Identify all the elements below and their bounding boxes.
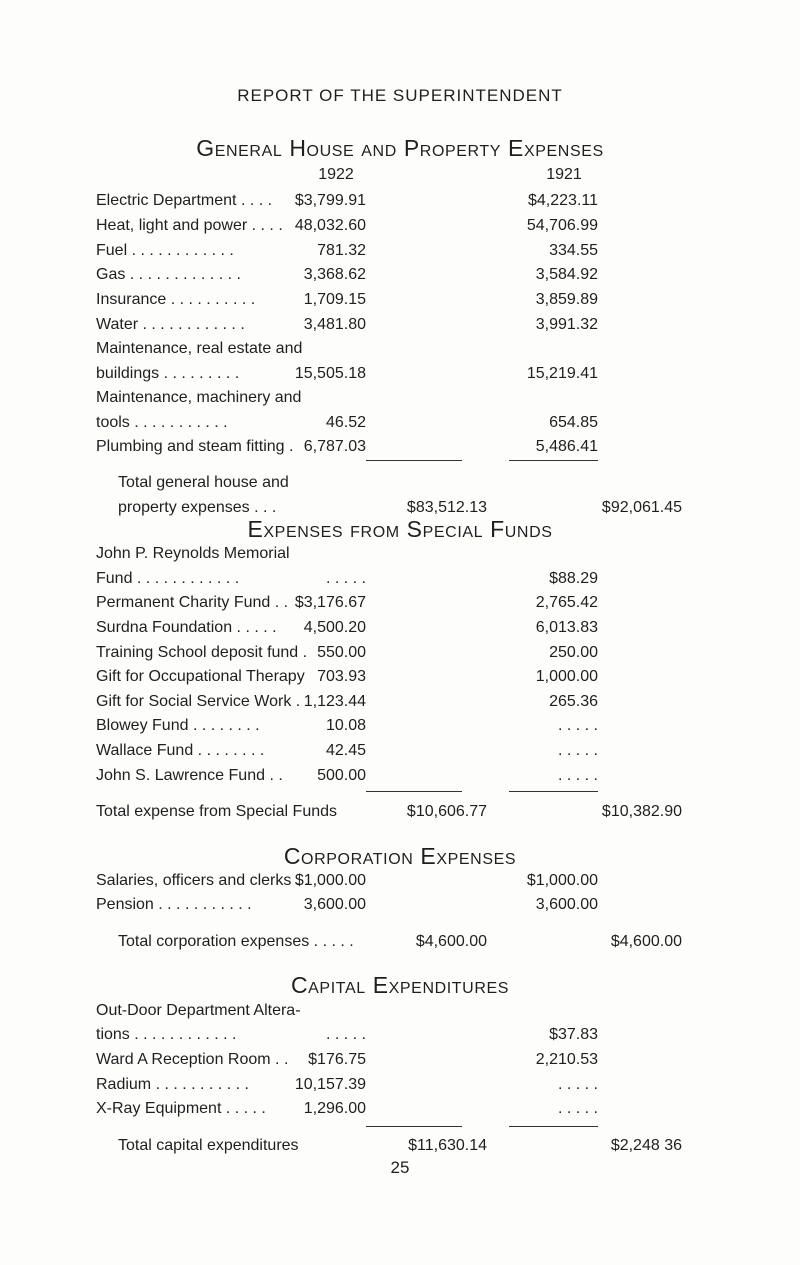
row-value-1921: 250.00 xyxy=(549,644,598,661)
year-header-1922: 1922 xyxy=(318,166,354,183)
row-value-1921: . . . . . xyxy=(557,767,598,784)
row-value-1922: 10.08 xyxy=(325,717,366,734)
total-rule-1922 xyxy=(366,460,462,461)
row-value-1922: 1,709.15 xyxy=(303,291,366,308)
row-label-continued: tools . . . . . . . . . . . xyxy=(96,414,228,431)
row-value-1922: 781.32 xyxy=(317,242,366,259)
row-value-1921: 6,013.83 xyxy=(535,619,598,636)
row-value-1922: $3,176.67 xyxy=(294,594,366,611)
row-label: Radium . . . . . . . . . . . xyxy=(96,1076,249,1093)
total-label: Total corporation expenses . . . . . xyxy=(118,933,354,950)
row-label-continued: Fund . . . . . . . . . . . . xyxy=(96,570,240,587)
row-value-1921: $88.29 xyxy=(549,570,598,587)
row-value-1921: 5,486.41 xyxy=(535,438,598,455)
row-label: Pension . . . . . . . . . . . xyxy=(96,896,252,913)
row-value-1922: . . . . . xyxy=(325,570,366,587)
row-value-1922: 48,032.60 xyxy=(294,217,366,234)
row-value-1922: 3,600.00 xyxy=(303,896,366,913)
total-rule-1921 xyxy=(509,791,598,792)
row-label-continued: tions . . . . . . . . . . . . xyxy=(96,1026,237,1043)
total-rule-1922 xyxy=(366,791,462,792)
total-1922: $83,512.13 xyxy=(406,499,487,516)
row-label: Gift for Social Service Work . xyxy=(96,693,301,710)
row-value-1922: 42.45 xyxy=(325,742,366,759)
row-label: Salaries, officers and clerks . . xyxy=(96,872,310,889)
row-value-1922: 550.00 xyxy=(317,644,366,661)
total-rule-1922 xyxy=(366,1126,462,1127)
row-value-1921: $4,223.11 xyxy=(528,192,598,209)
total-1921: $10,382.90 xyxy=(601,803,682,820)
row-value-1922: 6,787.03 xyxy=(303,438,366,455)
section-title-general: General House and Property Expenses xyxy=(196,135,604,161)
row-value-1922: 3,481.80 xyxy=(303,316,366,333)
row-label: Blowey Fund . . . . . . . . xyxy=(96,717,260,734)
row-label: Electric Department . . . . xyxy=(96,192,273,209)
row-value-1922: 1,296.00 xyxy=(303,1100,366,1117)
row-value-1921: . . . . . xyxy=(557,1076,598,1093)
row-value-1922: $3,799.91 xyxy=(294,192,366,209)
section-title-corporation: Corporation Expenses xyxy=(283,843,517,869)
row-value-1922: 46.52 xyxy=(325,414,366,431)
row-value-1921: 3,600.00 xyxy=(535,896,598,913)
row-label: Training School deposit fund . xyxy=(96,644,308,661)
row-label: Out-Door Department Altera- xyxy=(96,1002,301,1019)
row-value-1921: . . . . . xyxy=(557,717,598,734)
total-label: Total capital expenditures xyxy=(118,1137,299,1154)
row-label: John P. Reynolds Memorial xyxy=(96,545,290,562)
page-header: REPORT OF THE SUPERINTENDENT xyxy=(237,86,563,105)
row-label-continued: buildings . . . . . . . . . xyxy=(96,365,240,382)
section-title-special: Expenses from Special Funds xyxy=(247,516,553,542)
row-label: Insurance . . . . . . . . . . xyxy=(96,291,256,308)
row-value-1922: 703.93 xyxy=(317,668,366,685)
row-label: Wallace Fund . . . . . . . . xyxy=(96,742,265,759)
year-header-1921: 1921 xyxy=(546,166,582,183)
row-value-1921: $1,000.00 xyxy=(526,872,598,889)
row-value-1921: 2,210.53 xyxy=(535,1051,598,1068)
row-label: Surdna Foundation . . . . . xyxy=(96,619,277,636)
total-label: Total expense from Special Funds xyxy=(96,803,338,820)
row-value-1922: 1,123.44 xyxy=(303,693,366,710)
row-value-1921: 3,859.89 xyxy=(535,291,598,308)
row-value-1921: $37.83 xyxy=(549,1026,598,1043)
row-value-1921: 2,765.42 xyxy=(535,594,598,611)
total-1921: $92,061.45 xyxy=(601,499,682,516)
row-value-1921: 654.85 xyxy=(549,414,598,431)
row-value-1922: 500.00 xyxy=(317,767,366,784)
row-value-1922: 4,500.20 xyxy=(303,619,366,636)
row-value-1921: 15,219.41 xyxy=(526,365,598,382)
row-label: Water . . . . . . . . . . . . xyxy=(96,316,245,333)
row-label: Fuel . . . . . . . . . . . . xyxy=(96,242,234,259)
row-label: Plumbing and steam fitting . xyxy=(96,438,294,455)
row-value-1922: 10,157.39 xyxy=(294,1076,366,1093)
row-value-1922: $176.75 xyxy=(308,1051,366,1068)
total-1921: $2,248 36 xyxy=(610,1137,682,1154)
row-value-1921: 3,991.32 xyxy=(535,316,598,333)
row-label: Ward A Reception Room . . xyxy=(96,1051,289,1068)
total-1922: $11,630.14 xyxy=(408,1137,487,1154)
row-label: John S. Lawrence Fund . . xyxy=(96,767,283,784)
total-1921: $4,600.00 xyxy=(610,933,682,950)
section-title-capital: Capital Expenditures xyxy=(290,972,510,998)
row-value-1922: 3,368.62 xyxy=(303,266,366,283)
row-value-1922: 15,505.18 xyxy=(294,365,366,382)
row-label: X-Ray Equipment . . . . . xyxy=(96,1100,266,1117)
row-value-1921: . . . . . xyxy=(557,742,598,759)
row-label: Permanent Charity Fund . . xyxy=(96,594,289,611)
total-label: Total general house and xyxy=(118,474,289,491)
row-label: Gas . . . . . . . . . . . . . xyxy=(96,266,241,283)
row-value-1921: 3,584.92 xyxy=(535,266,598,283)
total-rule-1921 xyxy=(509,460,598,461)
page-number: 25 xyxy=(390,1158,410,1177)
row-label: Gift for Occupational Therapy xyxy=(96,668,305,685)
row-label: Heat, light and power . . . . xyxy=(96,217,283,234)
row-value-1921: 54,706.99 xyxy=(526,217,598,234)
row-value-1921: 1,000.00 xyxy=(535,668,598,685)
total-1922: $10,606.77 xyxy=(406,803,487,820)
total-1922: $4,600.00 xyxy=(415,933,487,950)
row-value-1921: . . . . . xyxy=(557,1100,598,1117)
total-label-continued: property expenses . . . xyxy=(118,499,277,516)
row-value-1921: 265.36 xyxy=(549,693,598,710)
row-label: Maintenance, machinery and xyxy=(96,389,302,406)
total-rule-1921 xyxy=(509,1126,598,1127)
row-value-1922: . . . . . xyxy=(325,1026,366,1043)
row-value-1921: 334.55 xyxy=(549,242,598,259)
row-label: Maintenance, real estate and xyxy=(96,340,303,357)
row-value-1922: $1,000.00 xyxy=(294,872,366,889)
